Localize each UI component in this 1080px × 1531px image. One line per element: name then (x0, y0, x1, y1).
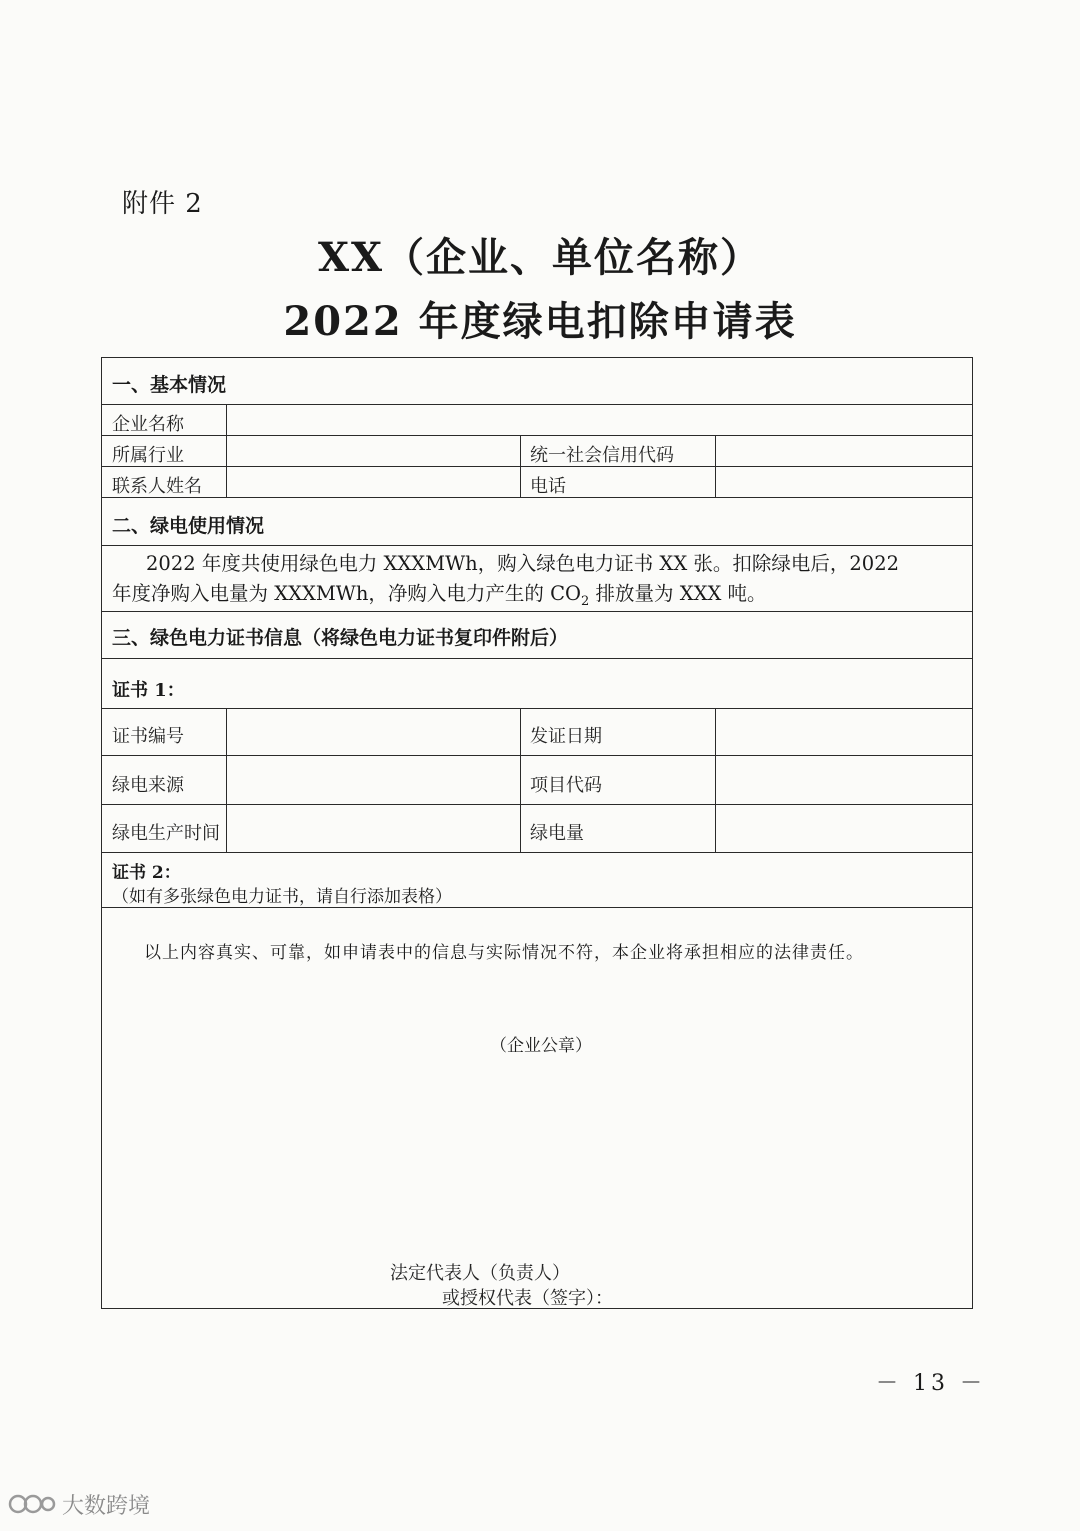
watermark-logo-icon (8, 1491, 56, 1517)
page-number: － 13 － (876, 1371, 986, 1396)
green-power-amount-label: 绿电量 (530, 823, 584, 844)
legal-representative-label: 法定代表人（负责人） (390, 1263, 570, 1284)
form-title-line1: XX（企业、单位名称） (317, 234, 763, 281)
col-divider (715, 708, 716, 852)
industry-label: 所属行业 (112, 445, 184, 466)
row-divider (102, 755, 972, 756)
company-name-label: 企业名称 (112, 414, 184, 435)
usage-text-line1: 2022 年度共使用绿色电力 XXXMWh，购入绿色电力证书 XX 张。扣除绿电后，2022 (146, 552, 900, 575)
col-divider (520, 435, 521, 497)
attachment-label: 附件 2 (122, 189, 203, 219)
col-divider (520, 708, 521, 852)
usage-text-line2 (112, 579, 767, 617)
certificate-2-label: 证书 2： (112, 863, 181, 883)
col-divider (715, 435, 716, 497)
section-heading-certificate-info: 三、绿色电力证书信息（将绿色电力证书复印件附后） (112, 627, 569, 649)
certificate-2-note: （如有多张绿色电力证书，请自行添加表格） (112, 887, 452, 907)
application-form-table (101, 357, 973, 1309)
row-divider (102, 708, 972, 709)
green-power-source-label: 绿电来源 (112, 775, 184, 796)
issue-date-label: 发证日期 (530, 726, 602, 747)
watermark (8, 1488, 150, 1520)
signature-field[interactable] (632, 1284, 832, 1306)
row-divider (102, 852, 972, 853)
contact-name-label: 联系人姓名 (112, 476, 202, 497)
row-divider (102, 404, 972, 405)
production-time-label: 绿电生产时间 (112, 823, 220, 844)
certificate-1-label: 证书 1： (112, 680, 185, 701)
declaration-statement: 以上内容真实、可靠，如申请表中的信息与实际情况不符，本企业将承担相应的法律责任。 (144, 943, 864, 963)
form-title-line2: 2022 年度绿电扣除申请表 (283, 298, 797, 345)
usage-text-line2-post: 排放量为 XXX 吨。 (589, 582, 767, 605)
watermark-text: 大数跨境 (62, 1493, 151, 1519)
project-code-label: 项目代码 (530, 775, 602, 796)
row-divider (102, 435, 972, 436)
authorized-signature-label: 或授权代表（签字）： (442, 1288, 613, 1309)
col-divider (226, 708, 227, 852)
usage-text-line2-pre: 年度净购入电量为 XXXMWh，净购入电力产生的 CO (112, 582, 582, 605)
cert-number-label: 证书编号 (112, 726, 184, 747)
row-divider (102, 545, 972, 546)
row-divider (102, 804, 972, 805)
section-heading-basic-info: 一、基本情况 (112, 374, 227, 396)
credit-code-label: 统一社会信用代码 (530, 445, 674, 466)
col-divider (226, 404, 227, 497)
row-divider (102, 658, 972, 659)
co2-subscript: 2 (581, 593, 590, 609)
section-heading-green-power-usage: 二、绿电使用情况 (112, 515, 265, 537)
company-seal-label: （企业公章） (490, 1036, 592, 1056)
phone-label: 电话 (530, 476, 566, 497)
row-divider (102, 907, 972, 908)
